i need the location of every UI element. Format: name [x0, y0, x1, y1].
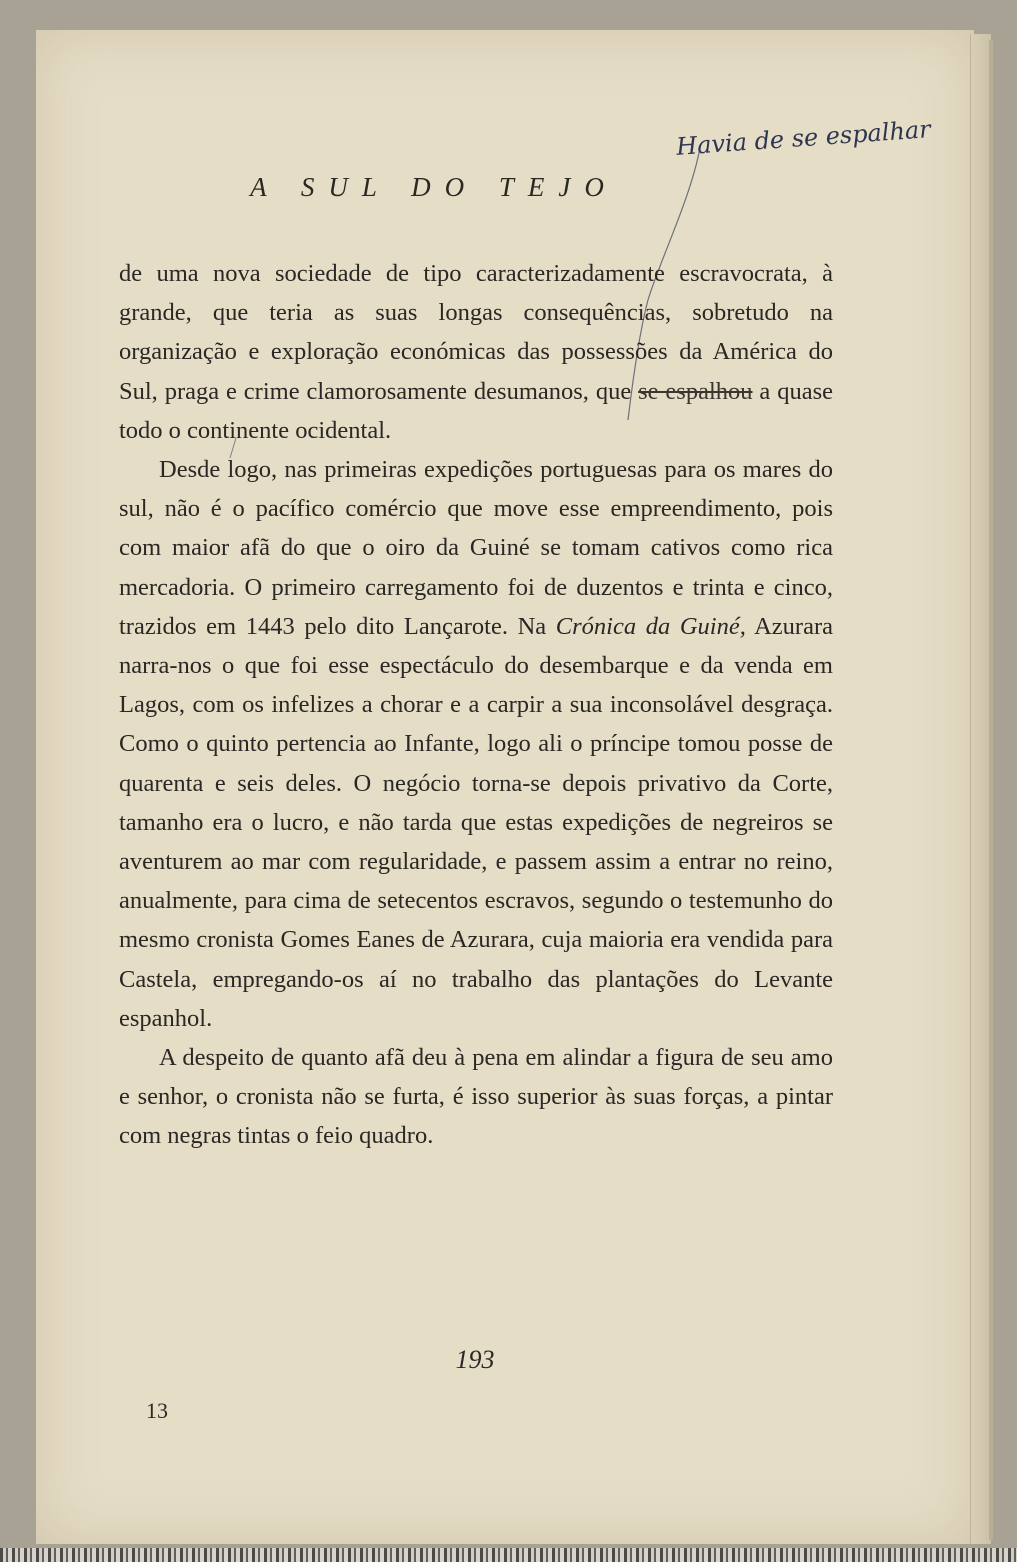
- page-stack-edge: [970, 34, 991, 1544]
- paragraph-1: [119, 254, 833, 450]
- running-head: A SUL DO TEJO: [250, 172, 618, 202]
- paragraph-1-text: de uma nova sociedade de tipo caracterizadamente escravocrata, à grande, que teria as suas longas consequências, sobretudo na organização e exploração económicas das possessões da América do Sul, praga e crime clamorosamente desumanos, que: [119, 260, 833, 405]
- paragraph-1-text-end: a quase todo o continente ocidental.: [119, 377, 833, 444]
- body-text: [119, 254, 833, 1156]
- struck-text: se espalhou: [638, 377, 753, 405]
- handwritten-annotation: Havia de se espalhar: [675, 115, 932, 161]
- signature-mark: 13: [146, 1398, 168, 1423]
- page-number: 193: [455, 1345, 495, 1374]
- paragraph-2: [119, 450, 833, 1038]
- scan-color-strip: [0, 1548, 1017, 1562]
- book-title: Crónica da Guiné,: [555, 612, 746, 640]
- paragraph-2-text: Desde logo, nas primeiras expedições portuguesas para os mares do sul, não é o pacífico comércio que move esse empreendimento, pois com maior afã do que o oiro da Guiné se tomam cativos como rica mercadoria. O primeiro carregamento foi de duzentos e trinta e cinco, trazidos em 1443 pelo dito Lançarote. Na: [119, 456, 833, 640]
- page-stack-edge-back: [989, 40, 993, 1540]
- paragraph-2-text-end: Azurara narra-nos o que foi esse espectáculo do desembarque e da venda em Lagos, com os infelizes a chorar e a carpir a sua inconsolável desgraça. Como o quinto pertencia ao Infante, logo ali o príncipe tomou posse de quarenta e seis deles. O negócio torna-se depois privativo da Corte, tamanho era o lucro, e não tarda que estas expedições de negreiros se aventurem ao mar com regularidade, e passem assim a entrar no reino, anualmente, para cima de setecentos escravos, segundo o testemunho do mesmo cronista Gomes Eanes de Azurara, cuja maioria era vendida para Castela, empregando-os aí no trabalho das plantações do Levante espanhol.: [119, 612, 833, 1032]
- paragraph-3: A despeito de quanto afã deu à pena em alindar a figura de seu amo e senhor, o cronista não se furta, é isso superior às suas forças, a pintar com negras tintas o feio quadro.: [119, 1044, 833, 1150]
